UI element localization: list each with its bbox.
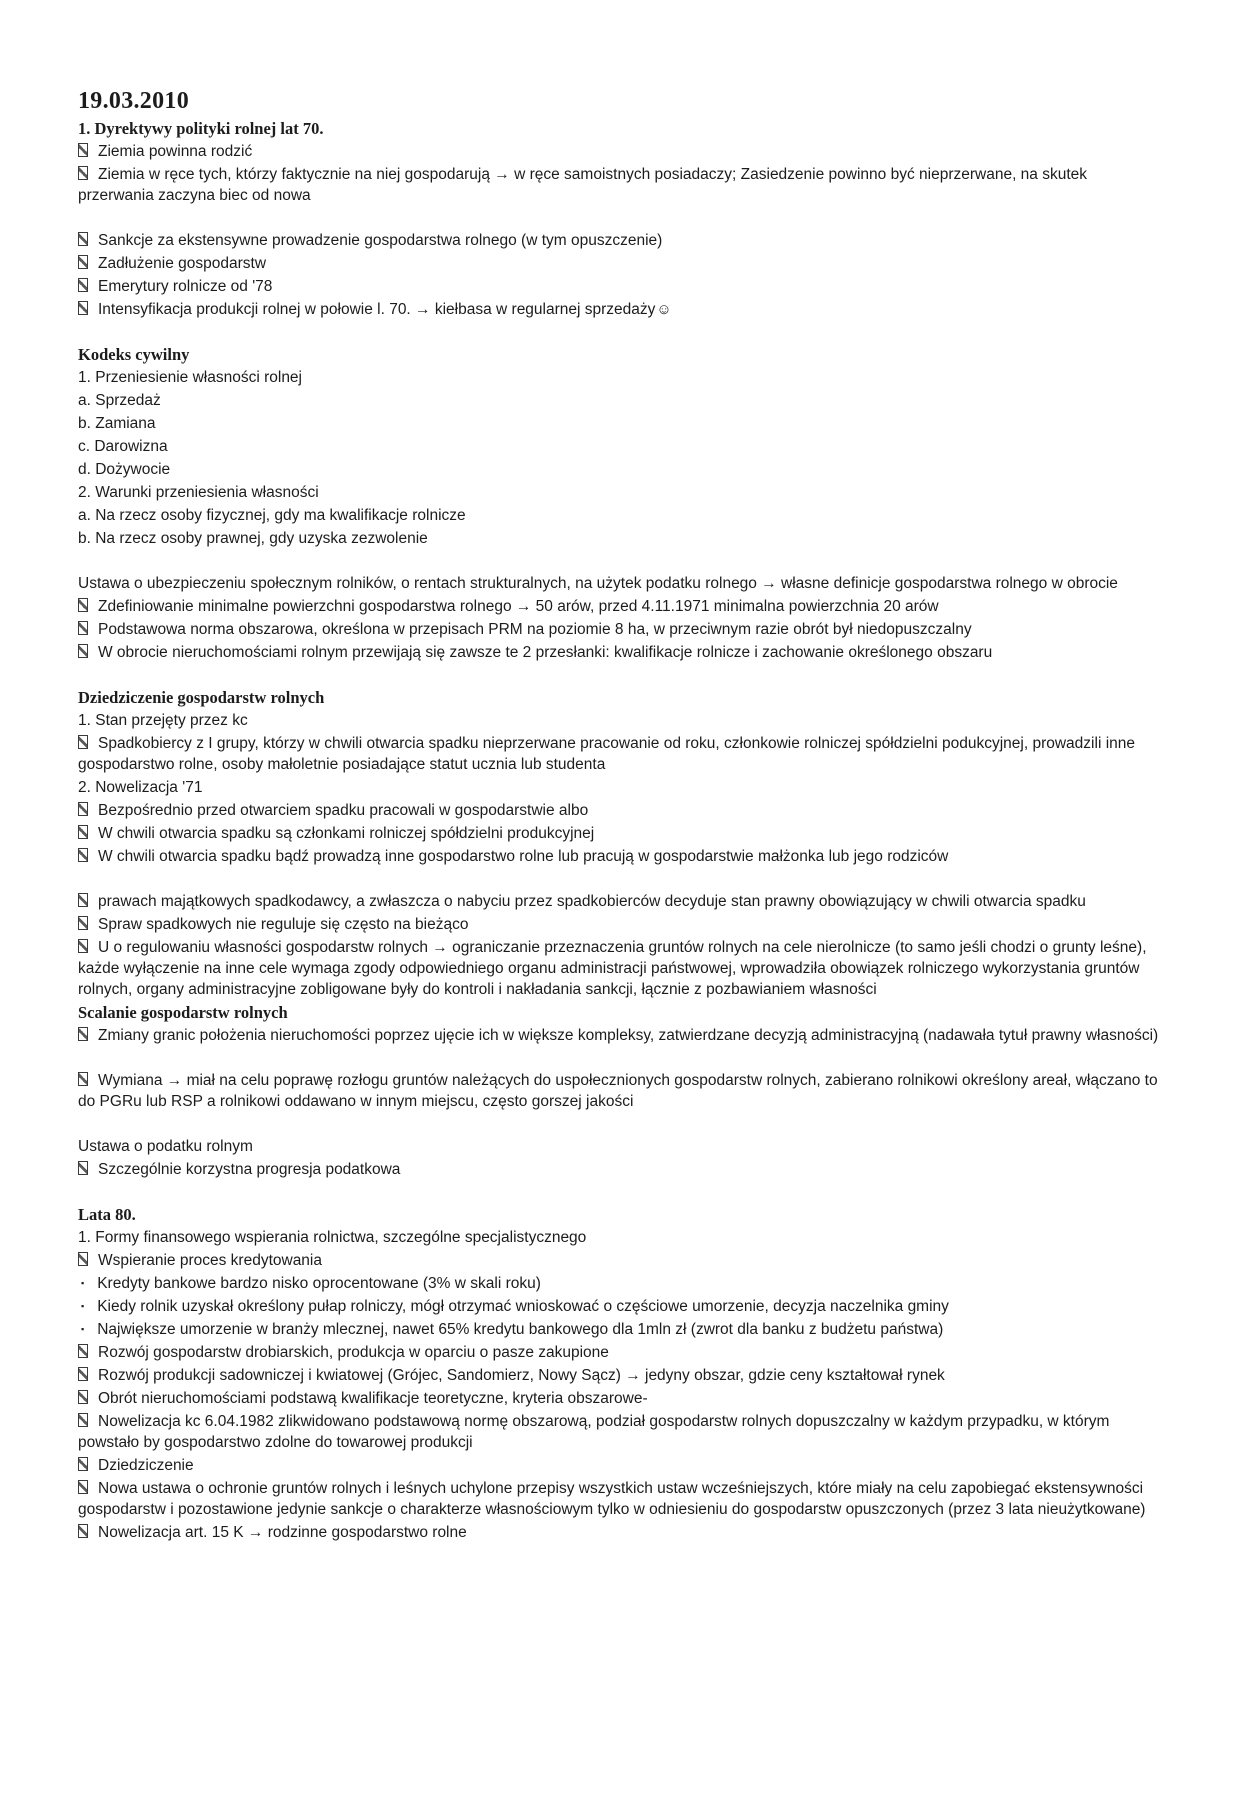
section-heading: Kodeks cywilny [78,345,190,364]
paragraph-line: c. Darowizna [78,438,168,455]
paragraph-line: a. Sprzedaż [78,392,161,409]
blank-line [78,869,1162,889]
paragraph-line: Ustawa o ubezpieczeniu społecznym rolników, o rentach strukturalnych, na użytek podatku rolnego → własne definicje gospodarstwa rolnego w obrocie [78,575,1118,592]
paragraph-line: b. Zamiana [78,415,156,432]
checkbox-bullet-icon [78,1524,88,1538]
checkbox-bullet-icon [78,255,88,269]
checkbox-bullet-icon [78,1480,88,1494]
bullet-text: Kiedy rolnik uzyskał określony pułap rolniczy, mógł otrzymać wnioskować o częściowe umorzenie, decyzja naczelnika gminy [97,1298,949,1315]
bullet-item [78,1365,1162,1386]
checkbox-bullet-icon [78,1367,88,1381]
bullet-item [78,164,1162,206]
bullet-text: Zadłużenie gospodarstw [98,255,267,272]
bullet-text: Wspieranie proces kredytowania [98,1252,322,1269]
bullet-text: Sankcje za ekstensywne prowadzenie gospodarstwa rolnego (w tym opuszczenie) [98,232,663,249]
bullet-text: W chwili otwarcia spadku są członkami rolniczej spółdzielni produkcyjnej [98,825,595,842]
checkbox-bullet-icon [78,143,88,157]
section-heading: 1. Dyrektywy polityki rolnej lat 70. [78,119,324,138]
checkbox-bullet-icon [78,1457,88,1471]
bullet-text: Nowelizacja art. 15 K → rodzinne gospodarstwo rolne [98,1524,467,1541]
checkbox-bullet-icon [78,1413,88,1427]
blank-line [78,1114,1162,1134]
paragraph-line: 1. Stan przejęty przez kc [78,712,248,729]
checkbox-bullet-icon [78,848,88,862]
bullet-text: Intensyfikacja produkcji rolnej w połowie l. 70. → kiełbasa w regularnej sprzedaży [98,301,656,318]
bullet-text: Wymiana → miał na celu poprawę rozłogu gruntów należących do uspołecznionych gospodarstw rolnych, zabierano rolnikowi określony areał, włączano to do PGRu lub RSP a rolnikowi oddawano w innym miejscu, często gorszej jakości [78,1072,1158,1110]
bullet-text: Nowa ustawa o ochronie gruntów rolnych i leśnych uchylone przepisy wszystkich ustaw wcześniejszych, które miały na celu zapobiegać ekstensywności gospodarstw i pozostawione jedynie sankcje o charakterze własnościowym tylko w odniesieniu do gospodarstw opuszczonych (przez 3 lata nieużytkowane) [78,1480,1146,1518]
checkbox-bullet-icon [78,1390,88,1404]
bullet-item [78,1411,1162,1453]
bullet-text: Szczególnie korzystna progresja podatkowa [98,1161,401,1178]
bullet-item [78,1478,1162,1520]
bullet-item [78,1388,1162,1409]
bullet-item [78,891,1162,912]
bullet-text: Emerytury rolnicze od '78 [98,278,273,295]
bullet-text: Kredyty bankowe bardzo nisko oprocentowane (3% w skali roku) [97,1275,541,1292]
section-heading: Scalanie gospodarstw rolnych [78,1003,288,1022]
section-heading: Lata 80. [78,1205,136,1224]
bullet-text: Nowelizacja kc 6.04.1982 zlikwidowano podstawową normę obszarową, podział gospodarstw rolnych dopuszczalny w każdym przypadku, w którym powstało by gospodarstwo zdolne do towarowej produkcji [78,1413,1110,1451]
date-heading: 19.03.2010 [78,88,189,114]
checkbox-bullet-icon [78,1072,88,1086]
bullet-item [78,937,1162,1000]
bullet-text: Bezpośrednio przed otwarciem spadku pracowali w gospodarstwie albo [98,802,589,819]
square-bullet-icon: ▪ [81,1278,85,1288]
bullet-text: Zdefiniowanie minimalne powierzchni gospodarstwa rolnego → 50 arów, przed 4.11.1971 minimalna powierzchnia 20 arów [98,598,939,615]
bullet-item [78,1159,1162,1180]
blank-line [78,665,1162,685]
paragraph-line: 1. Formy finansowego wspierania rolnictwa, szczególne specjalistycznego [78,1229,587,1246]
blank-line [78,322,1162,342]
sub-bullet-item [78,1319,1162,1340]
bullet-text: Największe umorzenie w branży mlecznej, nawet 65% kredytu bankowego dla 1mln zł (zwrot dla banku z budżetu państwa) [97,1321,944,1338]
bullet-item [78,846,1162,867]
bullet-item [78,276,1162,297]
bullet-item [78,800,1162,821]
bullet-item [78,619,1162,640]
square-bullet-icon: ▪ [81,1301,85,1311]
bullet-item [78,1025,1162,1046]
bullet-item [78,596,1162,617]
checkbox-bullet-icon [78,301,88,315]
bullet-item [78,642,1162,663]
checkbox-bullet-icon [78,232,88,246]
bullet-item [78,1342,1162,1363]
paragraph-line: 2. Warunki przeniesienia własności [78,484,319,501]
paragraph-line: 1. Przeniesienie własności rolnej [78,369,303,386]
bullet-item [78,230,1162,251]
square-bullet-icon: ▪ [81,1324,85,1334]
checkbox-bullet-icon [78,735,88,749]
paragraph-line: b. Na rzecz osoby prawnej, gdy uzyska zezwolenie [78,530,428,547]
checkbox-bullet-icon [78,893,88,907]
checkbox-bullet-icon [78,166,88,180]
bullet-text: Dziedziczenie [98,1457,194,1474]
checkbox-bullet-icon [78,939,88,953]
blank-line [78,1182,1162,1202]
bullet-item [78,823,1162,844]
bullet-text: Ziemia w ręce tych, którzy faktycznie na niej gospodarują → w ręce samoistnych posiadaczy; Zasiedzenie powinno być nieprzerwane, na skutek przerwania zaczyna biec od nowa [78,166,1088,204]
blank-line [78,551,1162,571]
bullet-text: Zmiany granic położenia nieruchomości poprzez ujęcie ich w większe kompleksy, zatwierdzane decyzją administracyjną (nadawała tytuł prawny własności) [98,1027,1159,1044]
bullet-text: U o regulowaniu własności gospodarstw rolnych → ograniczanie przeznaczenia gruntów rolnych na cele nierolnicze (to samo jeśli chodzi o grunty leśne), każde wyłączenie na inne cele wymaga zgody odpowiedniego organu administracji państwowej, wprowadziła obowiązek rolniczego wykorzystania gruntów rolnych, organy administracyjne zobligowane były do kontroli i nakładania sankcji, łącznie z pozbawianiem własności [78,939,1147,998]
checkbox-bullet-icon [78,1027,88,1041]
bullet-item [78,1250,1162,1271]
checkbox-bullet-icon [78,1161,88,1175]
document-content [78,86,1162,1543]
bullet-text: Rozwój gospodarstw drobiarskich, produkcja w oparciu o pasze zakupione [98,1344,609,1361]
paragraph-line: d. Dożywocie [78,461,171,478]
bullet-text: Ziemia powinna rodzić [98,143,253,160]
checkbox-bullet-icon [78,802,88,816]
bullet-item [78,1070,1162,1112]
bullet-item [78,1522,1162,1543]
checkbox-bullet-icon [78,825,88,839]
bullet-text: Rozwój produkcji sadowniczej i kwiatowej (Grójec, Sandomierz, Nowy Sącz) → jedyny obszar, gdzie ceny kształtował rynek [98,1367,945,1384]
checkbox-bullet-icon [78,598,88,612]
bullet-item [78,253,1162,274]
bullet-item [78,299,1162,320]
bullet-item [78,1455,1162,1476]
sub-bullet-item [78,1273,1162,1294]
bullet-text: W chwili otwarcia spadku bądź prowadzą inne gospodarstwo rolne lub pracują w gospodarstwie małżonka lub jego rodziców [98,848,949,865]
checkbox-bullet-icon [78,278,88,292]
checkbox-bullet-icon [78,1344,88,1358]
blank-line [78,208,1162,228]
smiley-icon: ☺ [656,301,672,318]
checkbox-bullet-icon [78,1252,88,1266]
checkbox-bullet-icon [78,644,88,658]
blank-line [78,1048,1162,1068]
bullet-item [78,141,1162,162]
bullet-item [78,733,1162,775]
bullet-text: W obrocie nieruchomościami rolnym przewijają się zawsze te 2 przesłanki: kwalifikacje rolnicze i zachowanie określonego obszaru [98,644,993,661]
bullet-text: Spadkobiercy z I grupy, którzy w chwili otwarcia spadku nieprzerwane pracowanie od roku, członkowie rolniczej spółdzielni podukcyjnej, prowadzili inne gospodarstwo rolne, osoby małoletnie posiadające statut ucznia lub studenta [78,735,1135,773]
paragraph-line: Ustawa o podatku rolnym [78,1138,253,1155]
section-heading: Dziedziczenie gospodarstw rolnych [78,688,325,707]
bullet-text: Spraw spadkowych nie reguluje się często na bieżąco [98,916,469,933]
checkbox-bullet-icon [78,916,88,930]
bullet-item [78,914,1162,935]
bullet-text: Podstawowa norma obszarowa, określona w przepisach PRM na poziomie 8 ha, w przeciwnym razie obrót był niedopuszczalny [98,621,972,638]
bullet-text: Obrót nieruchomościami podstawą kwalifikacje teoretyczne, kryteria obszarowe- [98,1390,648,1407]
paragraph-line: a. Na rzecz osoby fizycznej, gdy ma kwalifikacje rolnicze [78,507,466,524]
checkbox-bullet-icon [78,621,88,635]
sub-bullet-item [78,1296,1162,1317]
paragraph-line: 2. Nowelizacja '71 [78,779,203,796]
bullet-text: prawach majątkowych spadkodawcy, a zwłaszcza o nabyciu przez spadkobierców decyduje stan prawny obowiązujący w chwili otwarcia spadku [98,893,1086,910]
